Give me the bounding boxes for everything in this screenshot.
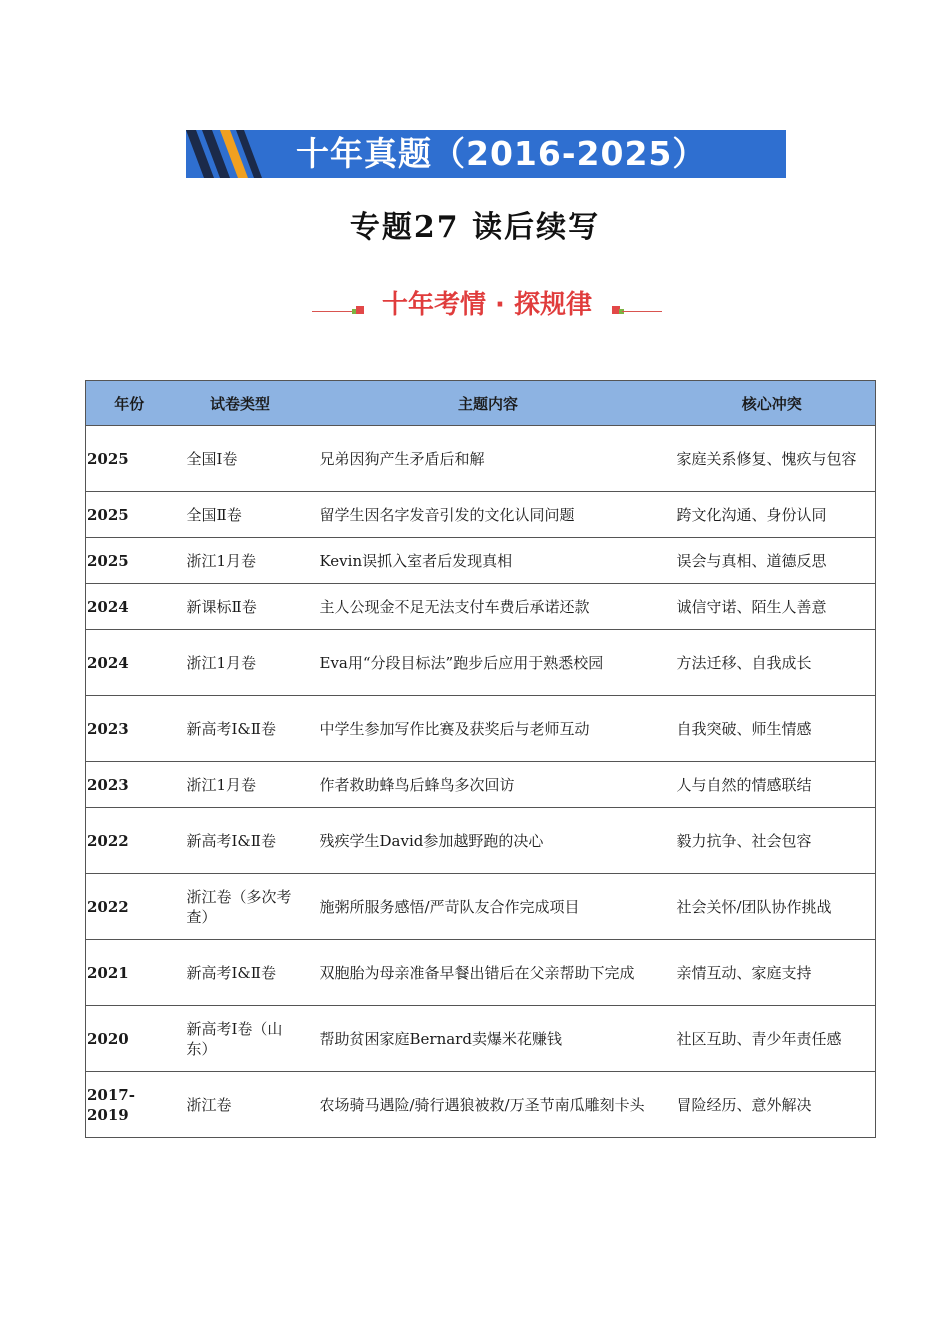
paper-cell: 浙江卷 [173,1072,308,1138]
table-row [86,808,876,874]
year-cell: 2025 [86,426,173,492]
year-cell: 2023 [86,696,173,762]
table-row [86,426,876,492]
year-cell: 2022 [86,808,173,874]
year-cell: 2020 [86,1006,173,1072]
header-year: 年份 [86,381,173,426]
table-row [86,630,876,696]
paper-cell: 全国Ⅱ卷 [173,492,308,538]
paper-cell: 浙江1月卷 [173,538,308,584]
table-row [86,1072,876,1138]
year-cell: 2024 [86,630,173,696]
conflict-cell: 社区互助、青少年责任感 [669,1006,876,1072]
subject-title: 专题27 读后续写 [349,210,601,245]
divider-left [312,311,352,312]
conflict-cell: 亲情互动、家庭支持 [669,940,876,1006]
table-header-row [86,381,876,426]
theme-cell: 施粥所服务感悟/严苛队友合作完成项目 [308,874,669,940]
table-row [86,538,876,584]
year-cell: 2025 [86,492,173,538]
table-row [86,584,876,630]
paper-cell: 新高考Ⅰ&Ⅱ卷 [173,808,308,874]
exam-table [85,380,875,1138]
paper-cell: 浙江1月卷 [173,762,308,808]
table-row [86,940,876,1006]
table-row [86,1006,876,1072]
theme-cell: 兄弟因狗产生矛盾后和解 [308,426,669,492]
year-cell: 2023 [86,762,173,808]
header-paper: 试卷类型 [173,381,308,426]
conflict-cell: 跨文化沟通、身份认同 [669,492,876,538]
table-row [86,492,876,538]
year-cell: 2025 [86,538,173,584]
conflict-cell: 家庭关系修复、愧疚与包容 [669,426,876,492]
paper-cell: 全国Ⅰ卷 [173,426,308,492]
paper-cell: 新课标Ⅱ卷 [173,584,308,630]
theme-cell: 主人公现金不足无法支付车费后承诺还款 [308,584,669,630]
section-header [312,282,662,326]
paper-cell: 浙江1月卷 [173,630,308,696]
table-row [86,762,876,808]
table-row [86,696,876,762]
paper-cell: 新高考Ⅰ&Ⅱ卷 [173,696,308,762]
theme-cell: 农场骑马遇险/骑行遇狼被救/万圣节南瓜雕刻卡头 [308,1072,669,1138]
conflict-cell: 毅力抗争、社会包容 [669,808,876,874]
stripes-decoration [186,130,306,178]
divider-right [622,311,662,312]
theme-cell: 作者救助蜂鸟后蜂鸟多次回访 [308,762,669,808]
section-label: 十年考情 · 探规律 [382,290,592,320]
conflict-cell: 方法迁移、自我成长 [669,630,876,696]
theme-cell: Kevin误抓入室者后发现真相 [308,538,669,584]
conflict-cell: 诚信守诺、陌生人善意 [669,584,876,630]
paper-cell: 新高考Ⅰ卷（山东） [173,1006,308,1072]
title-banner [186,130,786,178]
conflict-cell: 人与自然的情感联结 [669,762,876,808]
theme-cell: 帮助贫困家庭Bernard卖爆米花赚钱 [308,1006,669,1072]
year-cell: 2021 [86,940,173,1006]
table-row [86,874,876,940]
theme-cell: 残疾学生David参加越野跑的决心 [308,808,669,874]
year-cell: 2017-2019 [86,1072,173,1138]
conflict-cell: 冒险经历、意外解决 [669,1072,876,1138]
header-theme: 主题内容 [308,381,669,426]
paper-cell: 浙江卷（多次考查） [173,874,308,940]
theme-cell: Eva用“分段目标法”跑步后应用于熟悉校园 [308,630,669,696]
conflict-cell: 社会关怀/团队协作挑战 [669,874,876,940]
paper-cell: 新高考Ⅰ&Ⅱ卷 [173,940,308,1006]
year-cell: 2022 [86,874,173,940]
theme-cell: 留学生因名字发音引发的文化认同问题 [308,492,669,538]
conflict-cell: 误会与真相、道德反思 [669,538,876,584]
square-decoration [356,306,364,314]
theme-cell: 双胞胎为母亲准备早餐出错后在父亲帮助下完成 [308,940,669,1006]
year-cell: 2024 [86,584,173,630]
theme-cell: 中学生参加写作比赛及获奖后与老师互动 [308,696,669,762]
banner-title: 十年真题（2016-2025） [296,134,707,173]
header-conflict: 核心冲突 [669,381,876,426]
conflict-cell: 自我突破、师生情感 [669,696,876,762]
